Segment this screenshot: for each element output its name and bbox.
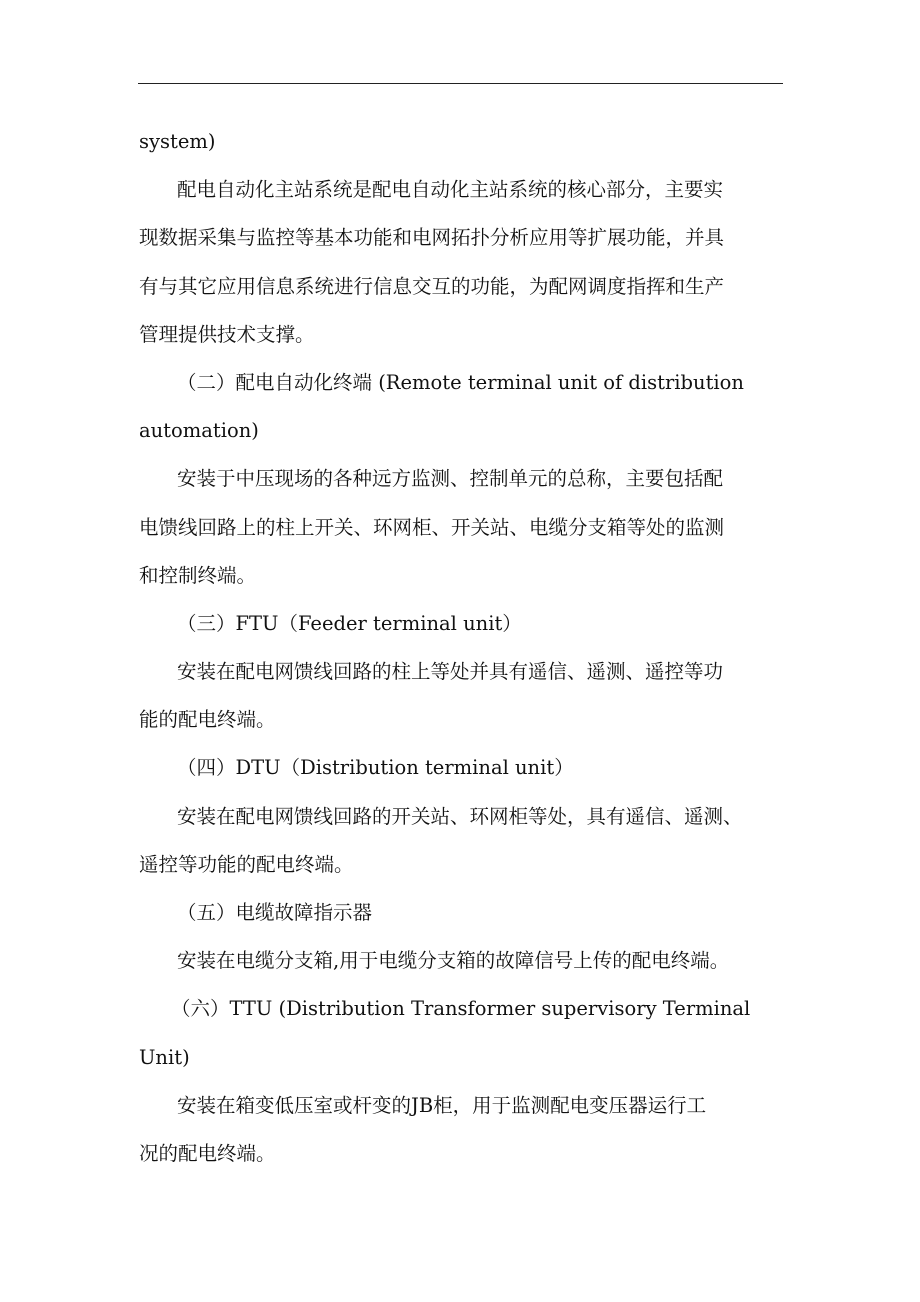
text-line: 况的配电终端。 [139, 1141, 276, 1165]
text-line: 和控制终端。 [139, 563, 257, 587]
paragraph-line: 安装在配电网馈线回路的柱上等处并具有遥信、遥测、遥控等功 [177, 660, 724, 684]
section-heading: （六）TTU (Distribution Transformer supervisory Terminal [171, 997, 751, 1021]
section-heading: （四）DTU（Distribution terminal unit） [177, 756, 574, 780]
text-line: 管理提供技术支撑。 [139, 322, 315, 346]
text-line: 能的配电终端。 [139, 708, 276, 732]
section-heading: （五）电缆故障指示器 [177, 901, 373, 924]
section-heading: （二）配电自动化终端 (Remote terminal unit of distribution [177, 370, 744, 394]
paragraph-line: 安装于中压现场的各种远方监测、控制单元的总称，主要包括配 [177, 467, 724, 491]
document-body [139, 118, 794, 1178]
text-line: Unit) [139, 1045, 190, 1069]
paragraph-line: 安装在配电网馈线回路的开关站、环网柜等处，具有遥信、遥测、 [177, 804, 743, 828]
section-heading: （三）FTU（Feeder terminal unit） [177, 611, 522, 635]
text-line: 有与其它应用信息系统进行信息交互的功能，为配网调度指挥和生产 [139, 274, 725, 298]
text-line: automation) [139, 419, 259, 443]
text-line: 电馈线回路上的柱上开关、环网柜、开关站、电缆分支箱等处的监测 [139, 515, 725, 539]
text-line: 现数据采集与监控等基本功能和电网拓扑分析应用等扩展功能，并具 [139, 226, 725, 250]
header-rule [138, 83, 783, 84]
text-line: system) [139, 130, 216, 153]
paragraph-line: 安装在箱变低压室或杆变的JB柜，用于监测配电变压器运行工 [177, 1093, 707, 1117]
paragraph-line: 安装在电缆分支箱,用于电缆分支箱的故障信号上传的配电终端。 [177, 949, 730, 973]
paragraph-line: 配电自动化主站系统是配电自动化主站系统的核心部分，主要实 [177, 178, 724, 202]
text-line: 遥控等功能的配电终端。 [139, 852, 354, 876]
